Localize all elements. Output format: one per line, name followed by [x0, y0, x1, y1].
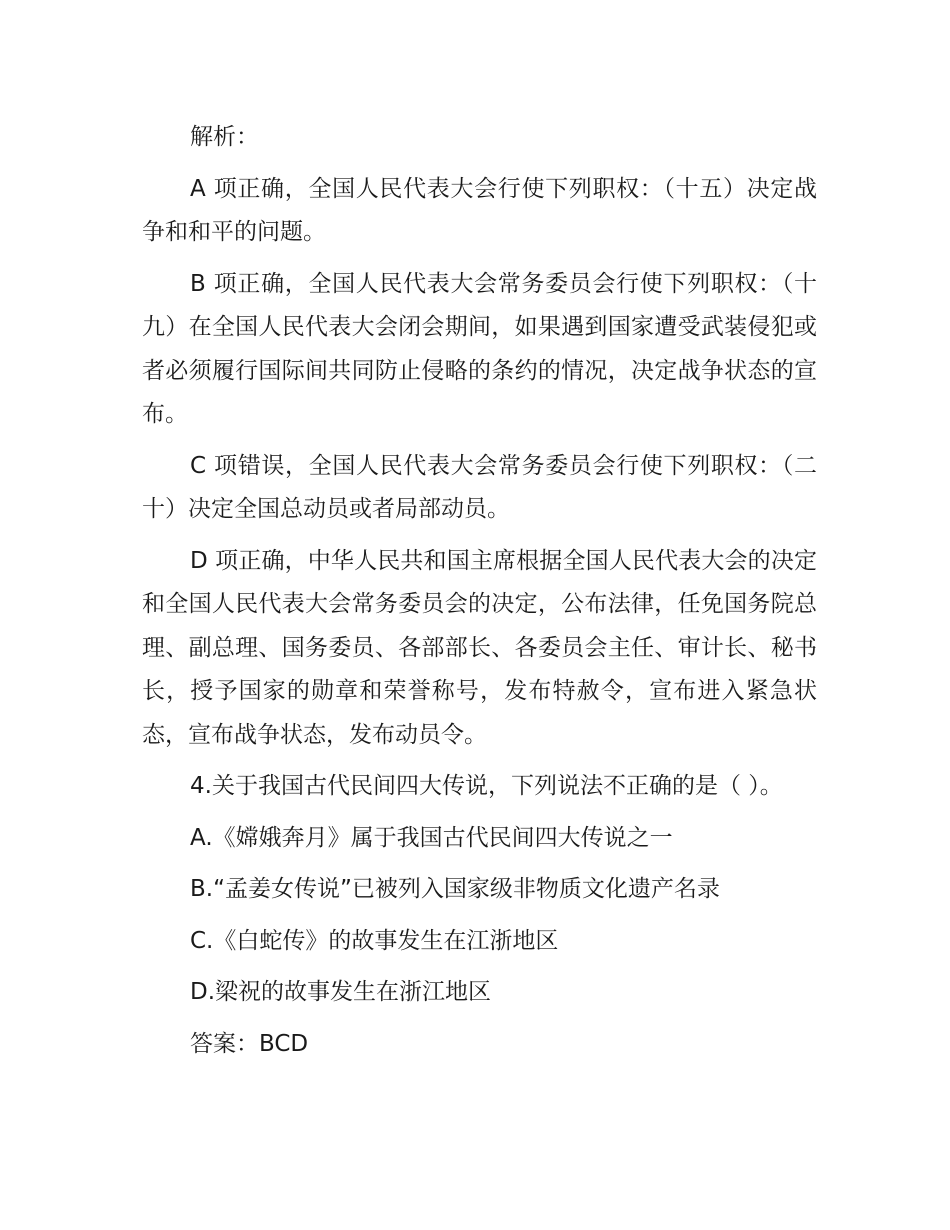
question-4-option-d: D.梁祝的故事发生在浙江地区 — [190, 979, 492, 1005]
analysis-heading: 解析： — [190, 124, 259, 150]
question-4-option-b: B.“孟姜女传说”已被列入国家级非物质文化遗产名录 — [190, 876, 720, 902]
analysis-option-a: A 项正确，全国人民代表大会行使下列职权：（十五）决定战争和和平的问题。 — [142, 175, 817, 245]
analysis-option-c: C 项错误，全国人民代表大会常务委员会行使下列职权：（二十）决定全国总动员或者局部动员。 — [142, 452, 817, 522]
question-4-option-a: A.《嫦娥奔月》属于我国古代民间四大传说之一 — [190, 824, 673, 851]
answer-line: 答案：BCD — [190, 1030, 309, 1057]
analysis-option-d: D 项正确，中华人民共和国主席根据全国人民代表大会的决定和全国人民代表大会常务委员会的决定，公布法律，任免国务院总理、副总理、国务委员、各部部长、各委员会主任、审计长、秘书长，授予国家的勋章和荣誉称号，发布特赦令，宣布进入紧急状态，宣布战争状态，发布动员令。 — [142, 547, 817, 748]
question-4: 4.关于我国古代民间四大传说，下列说法不正确的是（ ）。 — [190, 773, 783, 799]
document-body — [142, 116, 817, 1074]
question-4-option-c: C.《白蛇传》的故事发生在江浙地区 — [190, 927, 559, 954]
analysis-option-b: B 项正确，全国人民代表大会常务委员会行使下列职权：（十九）在全国人民代表大会闭会期间，如果遇到国家遭受武装侵犯或者必须履行国际间共同防止侵略的条约的情况，决定战争状态的宣布。 — [142, 270, 817, 427]
